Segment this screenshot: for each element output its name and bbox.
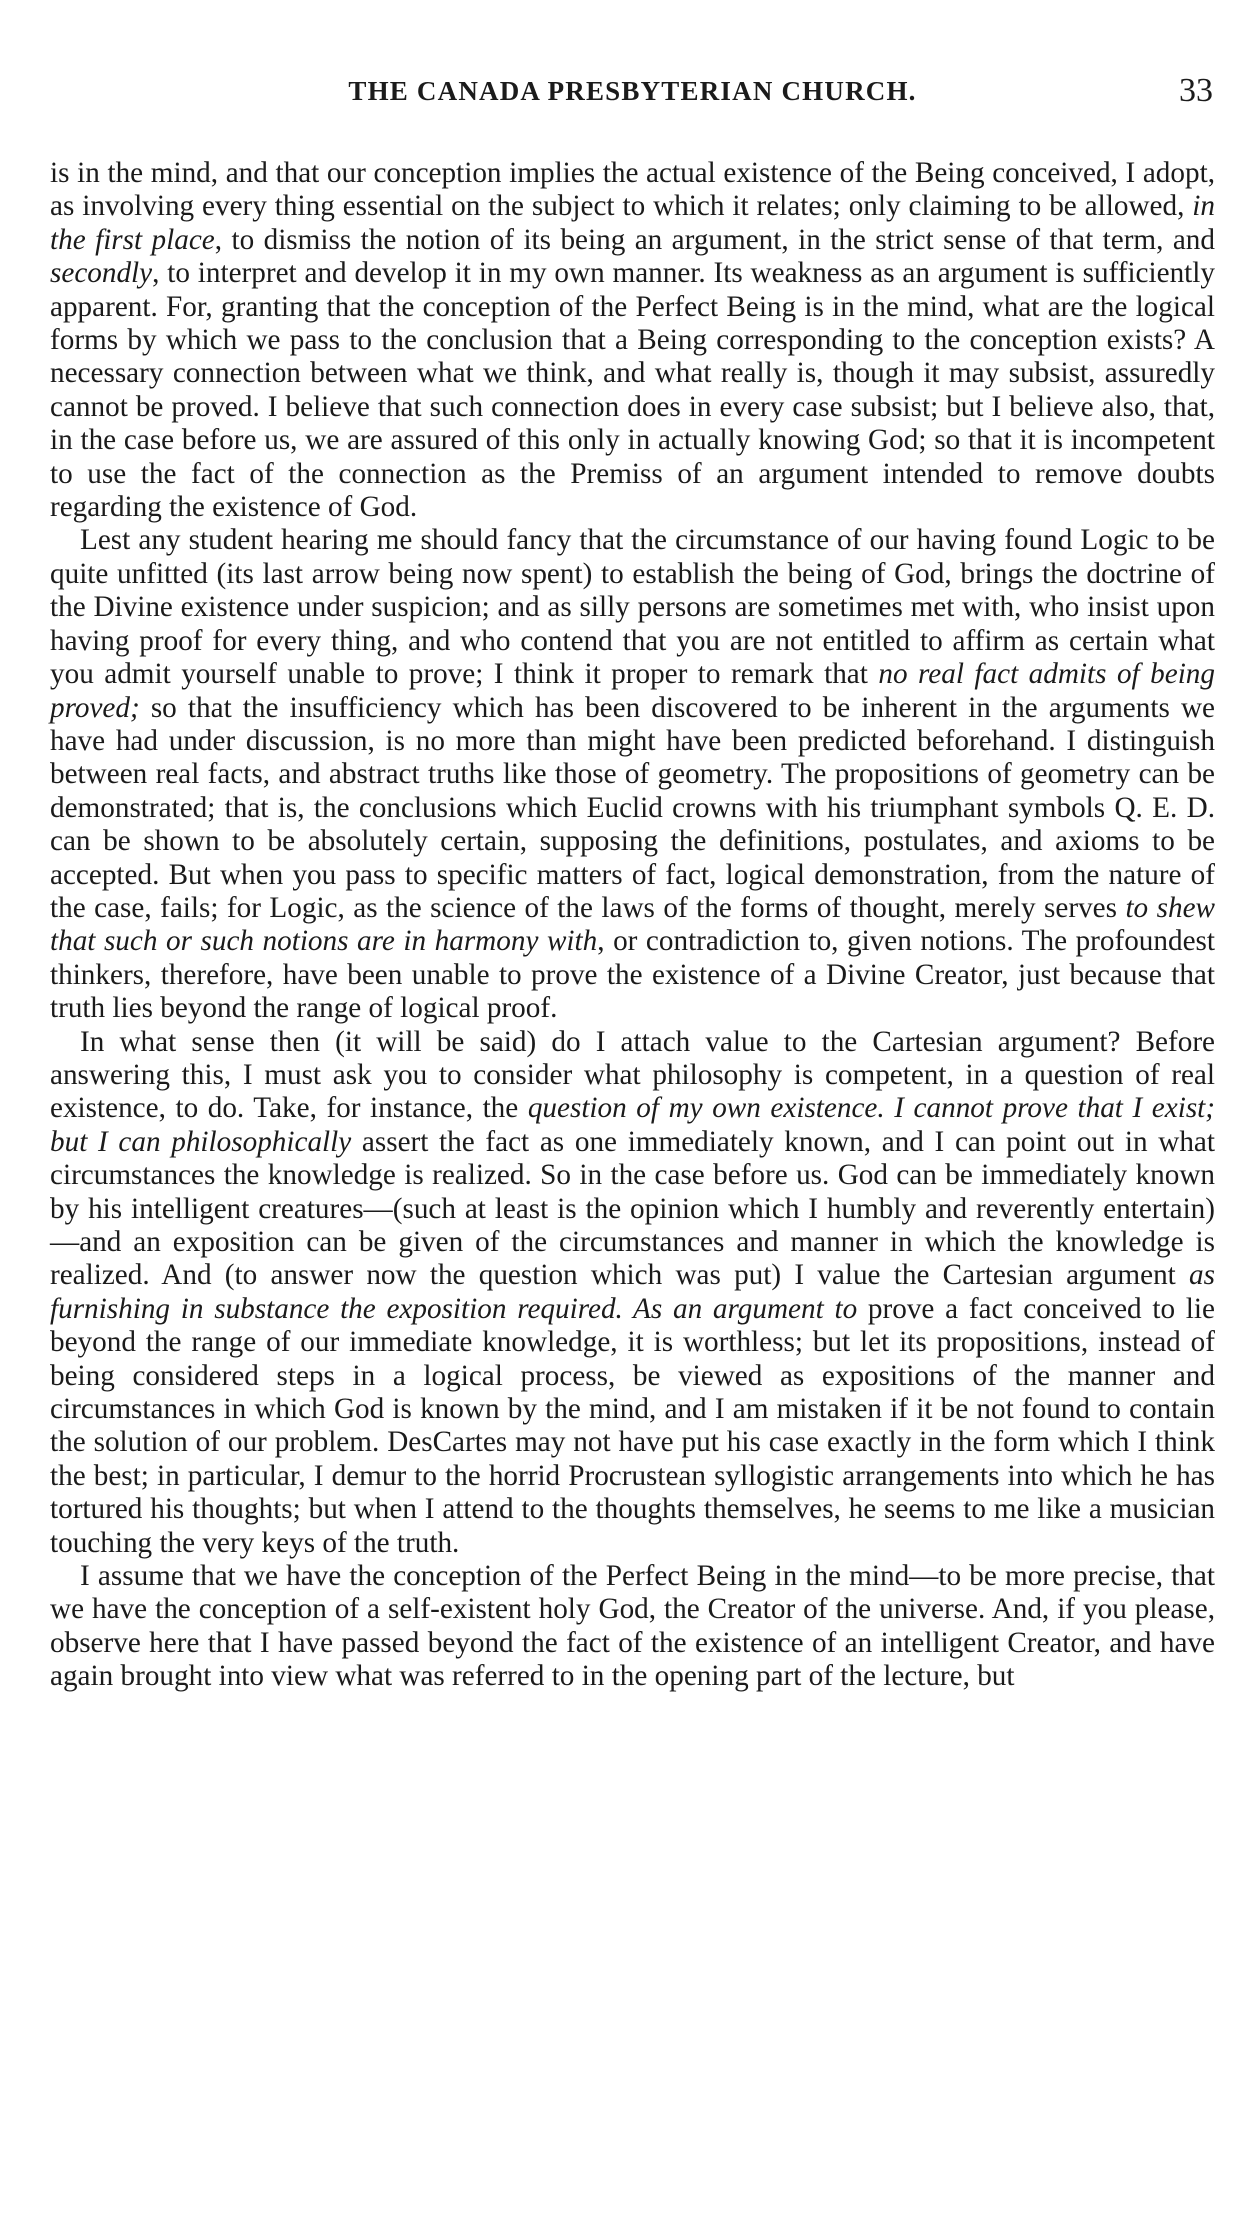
paragraph-3 [50, 1026, 1215, 1561]
paragraph-4 [50, 1560, 1215, 1694]
running-title: THE CANADA PRESBYTERIAN CHURCH. [348, 76, 917, 106]
text-run: prove a fact conceived to lie beyond the range of our immediate knowledge, it is worthless; but let its propositions, instead of being considered steps in a logical process, be viewed as expositions of the manner and circumstances in which God is known by the mind, and I am mistaken if it be not found to contain the solution of our problem. DesCartes may not have put his case exactly in the form which I think the best; in particular, I demur to the horrid Procrustean syllogistic arrangements into which he has tortured his thoughts; but when I attend to the thoughts themselves, he seems to me like a musician touching the very keys of the truth. [50, 1292, 1215, 1559]
text-run: assert the fact as one immediately known, and I can point out in what circumstances the knowledge is realized. So in the case before us. God can be immediately known by his intelligent creatures—(such at least is the opinion which I humbly and reverently entertain)—and an exposition can be given of the circumstances and manner in which the knowledge is realized. And (to answer now the question which was put) I value the Cartesian argument [50, 1125, 1215, 1292]
text-run: , to interpret and develop it in my own manner. Its weakness as an argument is sufficiently apparent. For, granting that the conception of the Perfect Being is in the mind, what are the logical forms by which we pass to the conclusion that a Being corresponding to the conception exists? A necessary connection between what we think, and what really is, though it may subsist, assuredly cannot be proved. I believe that such connection does in every case subsist; but I believe also, that, in the case before us, we are assured of this only in actually knowing God; so that it is incompetent to use the fact of the connection as the Premiss of an argument intended to remove doubts regarding the existence of God. [50, 257, 1215, 524]
italic-text-run: question of my own existence. I cannot prove that I exist; but I can philosophically [50, 1092, 1216, 1158]
page-number: 33 [1179, 72, 1213, 109]
italic-text-run: as furnishing in substance the exposition required. As an argument to [50, 1259, 1215, 1325]
text-run: I assume that we have the conception of the Perfect Being in the mind—to be more precise, that we have the conception of a self-existent holy God, the Creator of the universe. And, if you please, observe here that I have passed beyond the fact of the existence of an intelligent Creator, and have again brought into view what was referred to in the opening part of the lecture, but [50, 1560, 1215, 1693]
paragraph-1 [50, 157, 1215, 524]
page-header [50, 72, 1215, 112]
paragraph-2 [50, 524, 1215, 1025]
text-run: In what sense then (it will be said) do I attach value to the Cartesian argument? Before answering this, I must ask you to consider what philosophy is competent, in a question of real existence, to do. Take, for instance, the [50, 1025, 1215, 1125]
italic-text-run: secondly [50, 257, 153, 290]
text-run: so that the insufficiency which has been discovered to be inherent in the arguments we have had under discussion, is no more than might have been predicted beforehand. I distinguish between real facts, and abstract truths like those of geometry. The propositions of geometry can be demonstrated; that is, the conclusions which Euclid crowns with his triumphant symbols Q. E. D. can be shown to be absolutely certain, supposing the definitions, postulates, and axioms to be accepted. But when you pass to specific matters of fact, logical demonstration, from the nature of the case, fails; for Logic, as the science of the laws of the forms of thought, merely serves [50, 691, 1215, 924]
text-run: , or contradiction to, given notions. The profoundest thinkers, therefore, have been unable to prove the existence of a Divine Creator, just because that truth lies beyond the range of logical proof. [50, 925, 1216, 1025]
text-run: is in the mind, and that our conception implies the actual existence of the Being conceived, I adopt, as involving every thing essential on the subject to which it relates; only claiming to be allowed, [50, 157, 1215, 223]
italic-text-run: no real fact admits of being proved; [50, 658, 1215, 724]
text-run: , to dismiss the notion of its being an argument, in the strict sense of that term, and [214, 223, 1215, 256]
italic-text-run: to shew that such or such notions are in harmony with [50, 891, 1215, 958]
text-run: Lest any student hearing me should fancy that the circumstance of our having found Logic to be quite unfitted (its last arrow being now spent) to establish the being of God, brings the doctrine of the Divine existence under suspicion; and as silly persons are sometimes met with, who insist upon having proof for every thing, and who contend that you are not entitled to affirm as certain what you admit yourself unable to prove; I think it proper to remark that [50, 524, 1215, 691]
body-text [50, 157, 1215, 1694]
italic-text-run: in the first place [50, 190, 1215, 256]
